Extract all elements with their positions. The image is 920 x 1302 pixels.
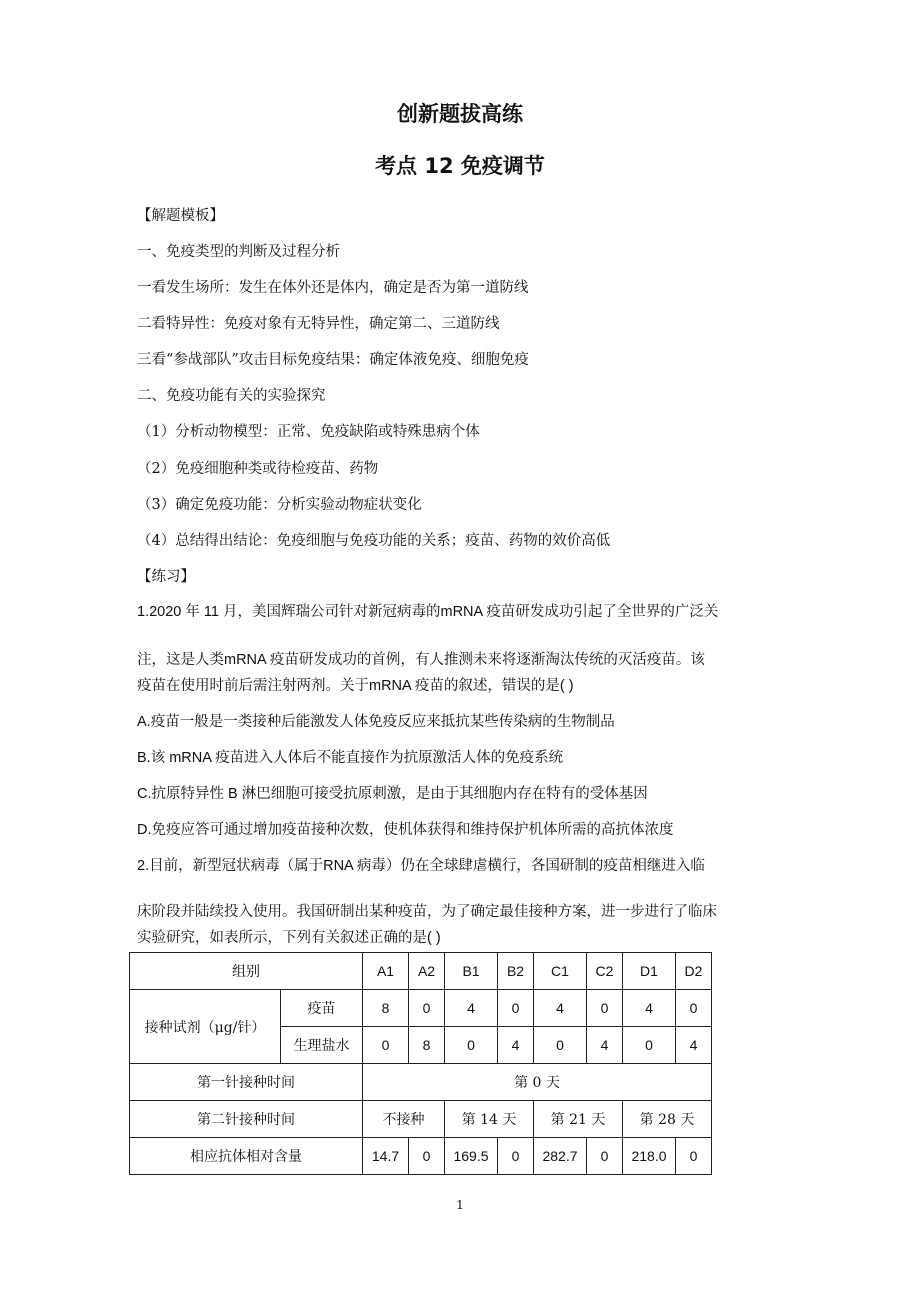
table-cell: 0 (587, 1138, 623, 1175)
table-cell: A1 (363, 953, 409, 990)
table-cell: C2 (587, 953, 623, 990)
table-cell: 218.0 (623, 1138, 676, 1175)
table-cell: 0 (498, 1138, 534, 1175)
template-line: 三看“参战部队”攻击目标免疫结果：确定体液免疫、细胞免疫 (137, 352, 529, 368)
table-row (130, 1064, 712, 1101)
first-dose-label: 第一针接种时间 (130, 1064, 363, 1101)
table-cell: B1 (445, 953, 498, 990)
table-cell: 第 14 天 (445, 1101, 534, 1138)
q1-option-d: D.免疫应答可通过增加疫苗接种次数，使机体获得和维持保护机体所需的高抗体浓度 (137, 822, 674, 838)
table-row (130, 1101, 712, 1138)
q1-option-a: A.疫苗一般是一类接种后能激发人体免疫反应来抵抗某些传染病的生物制品 (137, 714, 615, 730)
table-cell: 14.7 (363, 1138, 409, 1175)
template-line: （3）确定免疫功能：分析实验动物症状变化 (137, 497, 422, 513)
table-cell: 8 (409, 1027, 445, 1064)
table-cell: 第 28 天 (623, 1101, 712, 1138)
template-line: 二看特异性：免疫对象有无特异性，确定第二、三道防线 (137, 316, 500, 332)
table-cell: 0 (676, 1138, 712, 1175)
q2-stem: 2.目前，新型冠状病毒（属于RNA 病毒）仍在全球肆虐横行，各国研制的疫苗相继进入临 (137, 858, 705, 874)
template-line: （1）分析动物模型：正常、免疫缺陷或特殊患病个体 (137, 424, 480, 440)
table-row (130, 1138, 712, 1175)
table-cell: 0 (534, 1027, 587, 1064)
table-cell: 4 (676, 1027, 712, 1064)
table-cell: D2 (676, 953, 712, 990)
table-cell: 4 (587, 1027, 623, 1064)
table-cell: 169.5 (445, 1138, 498, 1175)
table-row (130, 990, 712, 1027)
table-cell: 0 (498, 990, 534, 1027)
q1-stem: 1.2020 年 11 月，美国辉瑞公司针对新冠病毒的mRNA 疫苗研发成功引起了全世界的广泛关 (137, 604, 719, 620)
table-cell: 0 (409, 1138, 445, 1175)
vaccine-label: 疫苗 (281, 990, 363, 1027)
table-cell: B2 (498, 953, 534, 990)
q1-option-c: C.抗原特异性 B 淋巴细胞可接受抗原刺激，是由于其细胞内存在特有的受体基因 (137, 786, 648, 802)
table-cell: 4 (445, 990, 498, 1027)
table-cell: 8 (363, 990, 409, 1027)
template-line: （4）总结得出结论：免疫细胞与免疫功能的关系；疫苗、药物的效价高低 (137, 533, 611, 549)
q2-stem: 床阶段并陆续投入使用。我国研制出某种疫苗，为了确定最佳接种方案，进一步进行了临床 (137, 904, 717, 920)
second-dose-label: 第二针接种时间 (130, 1101, 363, 1138)
table-cell: 0 (409, 990, 445, 1027)
q1-stem: 注，这是人类mRNA 疫苗研发成功的首例，有人推测未来将逐渐淘汰传统的灭活疫苗。该 (137, 652, 705, 668)
template-line: 一、免疫类型的判断及过程分析 (137, 244, 340, 260)
q2-stem: 实验研究，如表所示，下列有关叙述正确的是( ) (137, 930, 441, 946)
group-label: 组别 (130, 953, 363, 990)
table-cell: 0 (445, 1027, 498, 1064)
saline-label: 生理盐水 (281, 1027, 363, 1064)
table-cell: 不接种 (363, 1101, 445, 1138)
table-cell: D1 (623, 953, 676, 990)
table-cell: 0 (676, 990, 712, 1027)
practice-heading: 【练习】 (137, 569, 195, 585)
q1-option-b: B.该 mRNA 疫苗进入人体后不能直接作为抗原激活人体的免疫系统 (137, 750, 564, 766)
table-cell: 4 (623, 990, 676, 1027)
experiment-table (129, 952, 712, 1175)
topic-title: 考点 12 免疫调节 (375, 154, 545, 178)
template-line: 二、免疫功能有关的实验探究 (137, 388, 326, 404)
reagent-label: 接种试剂（μg/针） (130, 990, 281, 1064)
q1-stem: 疫苗在使用时前后需注射两剂。关于mRNA 疫苗的叙述，错误的是( ) (137, 678, 574, 694)
table-cell: C1 (534, 953, 587, 990)
table-row (130, 953, 712, 990)
table-cell: 0 (363, 1027, 409, 1064)
page-title: 创新题拔高练 (397, 102, 523, 126)
first-dose-value: 第 0 天 (363, 1064, 712, 1101)
template-line: （2）免疫细胞种类或待检疫苗、药物 (137, 461, 379, 477)
template-line: 一看发生场所：发生在体外还是体内，确定是否为第一道防线 (137, 280, 529, 296)
table-cell: 第 21 天 (534, 1101, 623, 1138)
table-cell: 4 (534, 990, 587, 1027)
template-heading: 【解题模板】 (137, 208, 224, 224)
table-cell: A2 (409, 953, 445, 990)
table-cell: 0 (587, 990, 623, 1027)
table-cell: 282.7 (534, 1138, 587, 1175)
page-number: 1 (456, 1198, 464, 1212)
table-cell: 0 (623, 1027, 676, 1064)
antibody-label: 相应抗体相对含量 (130, 1138, 363, 1175)
table-cell: 4 (498, 1027, 534, 1064)
